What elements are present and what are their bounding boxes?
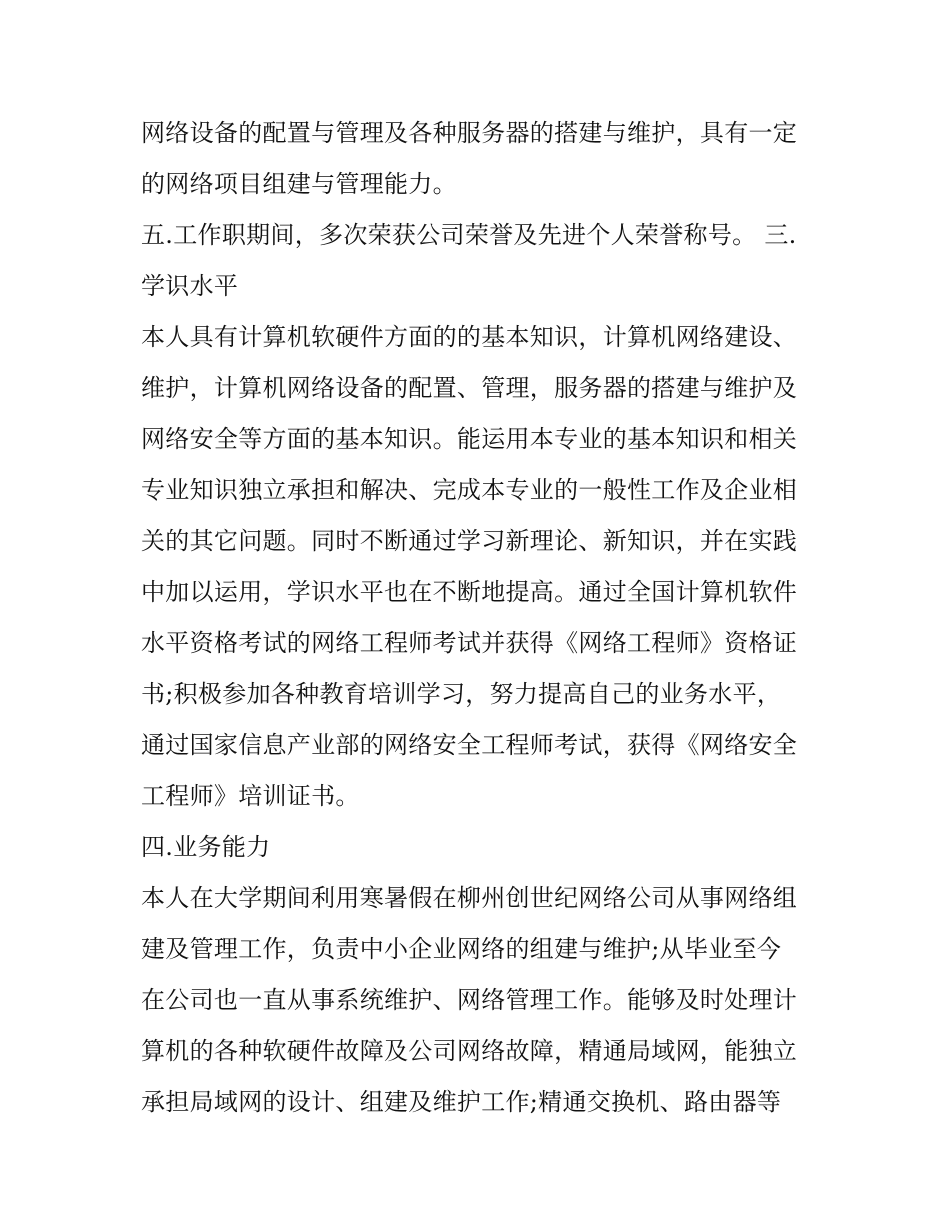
- text-line: 本人具有计算机软硬件方面的的基本知识，计算机网络建设、: [141, 323, 798, 351]
- text-line: 维护，计算机网络设备的配置、管理，服务器的搭建与维护及: [141, 374, 798, 402]
- text-line: 的网络项目组建与管理能力。: [141, 170, 457, 198]
- section-line: 五.工作职期间，多次荣获公司荣誉及先进个人荣誉称号。 三.: [141, 221, 797, 249]
- text-line: 网络设备的配置与管理及各种服务器的搭建与维护，具有一定: [141, 119, 798, 147]
- section-heading: 学识水平: [141, 272, 239, 300]
- text-line: 承担局域网的设计、组建及维护工作;精通交换机、路由器等: [141, 1088, 782, 1116]
- text-line: 建及管理工作，负责中小企业网络的组建与维护;从毕业至今: [141, 935, 782, 963]
- text-line: 关的其它问题。同时不断通过学习新理论、新知识，并在实践: [141, 527, 798, 555]
- text-line: 网络安全等方面的基本知识。能运用本专业的基本知识和相关: [141, 425, 798, 453]
- text-line: 中加以运用，学识水平也在不断地提高。通过全国计算机软件: [141, 578, 798, 606]
- text-line: 水平资格考试的网络工程师考试并获得《网络工程师》资格证: [141, 629, 798, 657]
- text-line: 工程师》培训证书。: [141, 782, 360, 810]
- text-line: 本人在大学期间利用寒暑假在柳州创世纪网络公司从事网络组: [141, 884, 798, 912]
- text-line: 在公司也一直从事系统维护、网络管理工作。能够及时处理计: [141, 986, 798, 1014]
- text-line: 通过国家信息产业部的网络安全工程师考试，获得《网络安全: [141, 731, 798, 759]
- document-body: [141, 108, 821, 1128]
- text-line: 算机的各种软硬件故障及公司网络故障，精通局域网，能独立: [141, 1037, 798, 1065]
- section-heading: 四.业务能力: [141, 833, 271, 861]
- text-line: 专业知识独立承担和解决、完成本专业的一般性工作及企业相: [141, 476, 798, 504]
- text-line: 书;积极参加各种教育培训学习，努力提高自己的业务水平，: [141, 680, 782, 708]
